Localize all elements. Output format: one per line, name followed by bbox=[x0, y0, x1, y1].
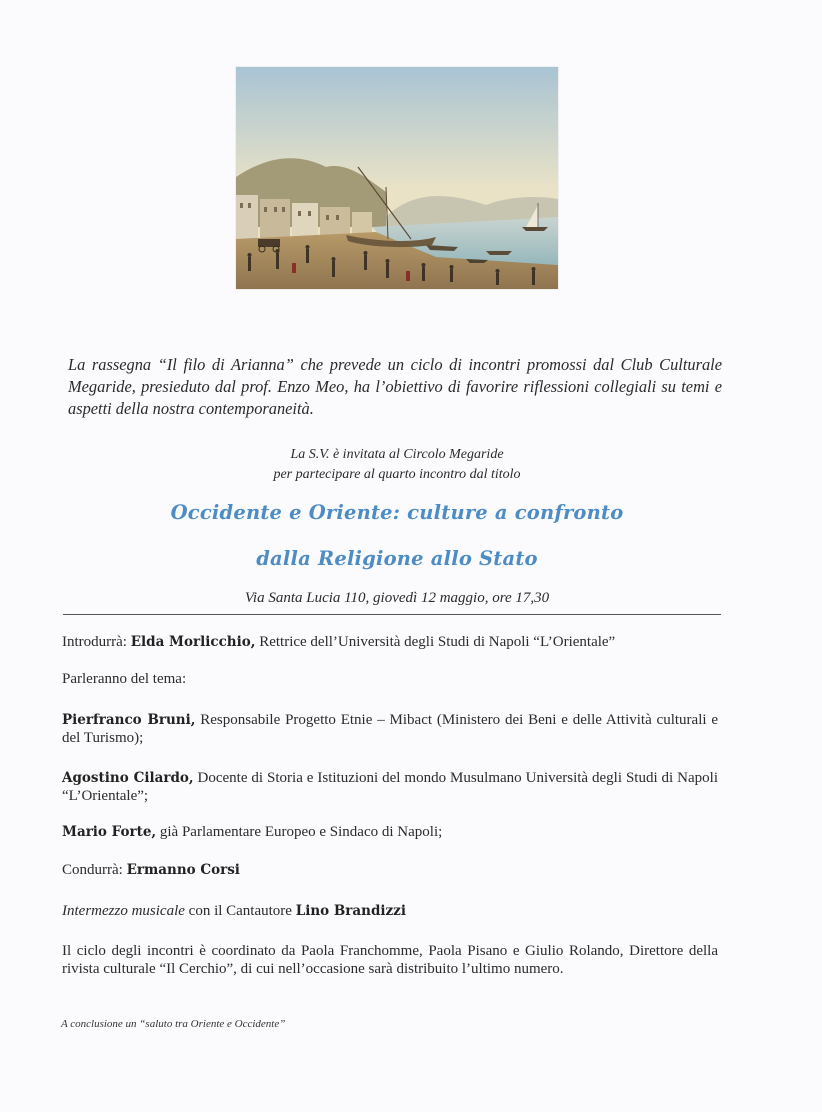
music-text: con il Cantautore bbox=[184, 903, 296, 919]
host-line bbox=[62, 861, 718, 879]
host-name: Ermanno Corsi bbox=[126, 862, 240, 878]
speaker-name: Pierfranco Bruni, bbox=[62, 712, 196, 728]
speaker-entry bbox=[62, 823, 718, 841]
invitation-line-2: per partecipare al quarto incontro dal titolo bbox=[273, 467, 521, 482]
speaker-role: già Parlamentare Europeo e Sindaco di Napoli; bbox=[156, 824, 443, 840]
speaker-entry bbox=[62, 769, 718, 805]
music-line bbox=[62, 902, 718, 920]
event-title-line-2: dalla Religione allo Stato bbox=[256, 547, 538, 570]
speaker-role: Responsabile Progetto Etnie – Mibact (Ministero dei Beni e delle Attività culturali e del Turismo); bbox=[62, 712, 719, 746]
introducer-line bbox=[62, 633, 718, 651]
speakers-heading: Parleranno del tema: bbox=[62, 671, 187, 687]
speaker-entry bbox=[62, 711, 718, 747]
coordination-paragraph: Il ciclo degli incontri è coordinato da Paola Franchomme, Paola Pisano e Giulio Rolando, Direttore della rivista culturale “Il Cerchio”, di cui nell’occasione sarà distribuito l’ultimo numero. bbox=[62, 943, 718, 977]
speaker-name: Agostino Cilardo, bbox=[62, 770, 194, 786]
musician-name: Lino Brandizzi bbox=[295, 903, 406, 919]
closing-note: A conclusione un “saluto tra Oriente e Occidente” bbox=[61, 1018, 286, 1030]
music-label: Intermezzo musicale bbox=[62, 903, 185, 919]
speaker-role: Docente di Storia e Istituzioni del mondo Musulmano Università degli Studi di Napoli “L’Orientale”; bbox=[62, 770, 718, 804]
event-title-line-1: Occidente e Oriente: culture a confronto bbox=[170, 501, 624, 524]
invitation-text bbox=[61, 445, 733, 485]
introducer-name: Elda Morlicchio, bbox=[130, 634, 256, 650]
introducer-label: Introdurrà: bbox=[62, 634, 131, 650]
host-label: Condurrà: bbox=[62, 862, 127, 878]
intro-paragraph: La rassegna “Il filo di Arianna” che prevede un ciclo di incontri promossi dal Club Culturale Megaride, presieduto dal prof. Enzo Meo, ha l’obiettivo di favorire riflessioni collegiali su temi e aspetti della nostra contemporaneità. bbox=[68, 355, 722, 418]
divider-line bbox=[63, 614, 721, 615]
invitation-line-1: La S.V. è invitata al Circolo Megaride bbox=[290, 447, 504, 462]
venue-datetime: Via Santa Lucia 110, giovedì 12 maggio, ore 17,30 bbox=[244, 590, 550, 606]
speaker-name: Mario Forte, bbox=[62, 824, 157, 840]
introducer-role: Rettrice dell’Università degli Studi di Napoli “L’Orientale” bbox=[255, 634, 616, 650]
harbor-painting-image bbox=[236, 67, 558, 289]
